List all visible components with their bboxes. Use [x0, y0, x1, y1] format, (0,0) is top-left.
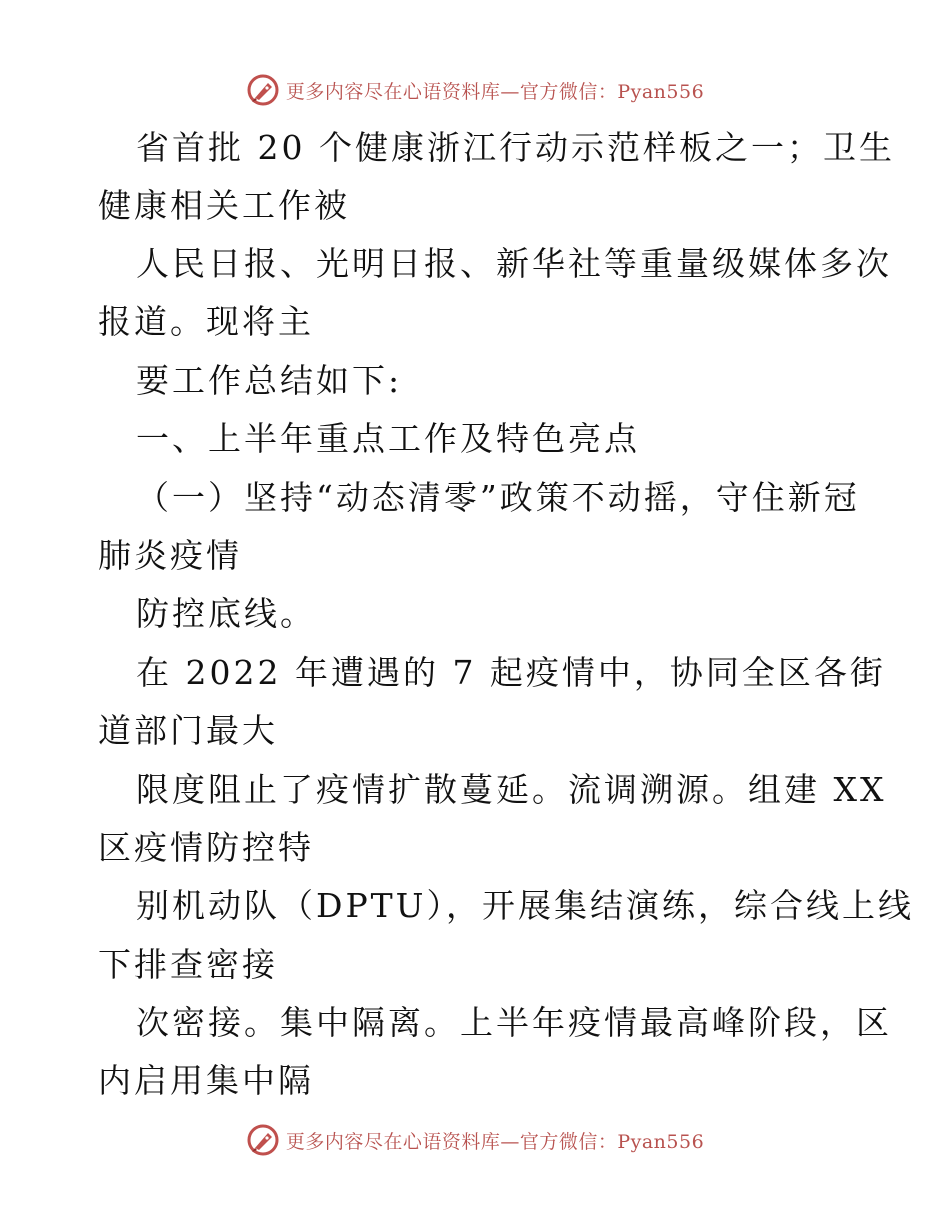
watermark-text: 更多内容尽在心语资料库—官方微信：Pyan556 [285, 80, 705, 103]
subsection-heading: （一）坚持“动态清零”政策不动摇，守住新冠 [136, 478, 860, 517]
text-line: 次密接。集中隔离。上半年疫情最高峰阶段，区 [136, 1003, 892, 1042]
text-line: 下排查密接 [98, 945, 278, 984]
text-line: 要工作总结如下: [136, 361, 403, 400]
text-line: 区疫情防控特 [98, 828, 314, 867]
section-heading: 一、上半年重点工作及特色亮点 [136, 419, 640, 458]
text-line: 人民日报、光明日报、新华社等重量级媒体多次 [136, 244, 892, 283]
text-line: 防控底线。 [136, 594, 316, 633]
text-line: 省首批 20 个健康浙江行动示范样板之一；卫生 [136, 128, 895, 167]
text-line: 道部门最大 [98, 711, 278, 750]
pen-nib-logo-icon [246, 73, 280, 107]
text-line: 报道。现将主 [98, 302, 314, 341]
text-line: 限度阻止了疫情扩散蔓延。流调溯源。组建 XX [136, 770, 887, 809]
text-line: 肺炎疫情 [98, 536, 242, 575]
text-line: 别机动队（DPTU），开展集结演练，综合线上线 [136, 886, 914, 925]
pen-nib-logo-icon [246, 1123, 280, 1157]
watermark-text: 更多内容尽在心语资料库—官方微信：Pyan556 [285, 1130, 705, 1153]
text-line: 在 2022 年遭遇的 7 起疫情中，协同全区各街 [136, 653, 886, 692]
text-line: 内启用集中隔 [98, 1061, 314, 1100]
text-line: 健康相关工作被 [98, 186, 350, 225]
watermark-footer [0, 1120, 950, 1160]
watermark-header [0, 70, 950, 110]
